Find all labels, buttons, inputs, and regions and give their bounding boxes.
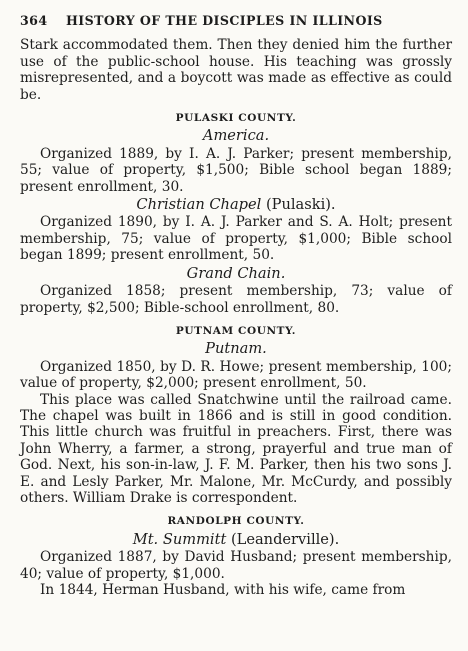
church-name: Christian Chapel — [136, 196, 262, 214]
church-heading-mt-summitt — [20, 532, 452, 548]
page-number: 364 — [20, 13, 48, 28]
church-heading-grand-chain — [20, 266, 452, 282]
running-header — [20, 13, 452, 29]
church-heading-christian-chapel — [20, 197, 452, 213]
church-entry-mt-summitt: Organized 1887, by David Husband; present membership, 40; value of property, $1,000. — [20, 549, 452, 582]
church-name: America. — [202, 127, 270, 145]
church-entry-grand-chain: Organized 1858; present membership, 73; value of property, $2,500; Bible-school enrollment, 80. — [20, 283, 452, 316]
county-heading-randolph: RANDOLPH COUNTY. — [167, 515, 305, 528]
church-name: Mt. Summitt — [132, 530, 227, 548]
opening-paragraph: Stark accommodated them. Then they denied him the further use of the public-school house. His teaching was grossly misrepresented, and a boycott was made as effective as could be. — [20, 37, 452, 103]
church-history-mt-summitt: In 1844, Herman Husband, with his wife, came from — [40, 582, 406, 598]
running-title: HISTORY OF THE DISCIPLES IN ILLINOIS — [66, 13, 383, 28]
church-entry-america: Organized 1889, by I. A. J. Parker; present membership, 55; value of property, $1,500; Bible school began 1889; present enrollment, 30. — [20, 145, 452, 195]
church-entry-putnam: Organized 1850, by D. R. Howe; present membership, 100; value of property, $2,000; present enrollment, 50. — [20, 358, 452, 392]
church-name: Putnam. — [205, 340, 267, 358]
church-location: (Pulaski). — [261, 196, 336, 214]
church-entry-christian-chapel: Organized 1890, by I. A. J. Parker and S. A. Holt; present membership, 75; value of property, $1,000; Bible school began 1899; present enrollment, 50. — [20, 214, 452, 264]
church-name: Grand Chain. — [186, 264, 286, 282]
church-location: (Leanderville). — [226, 530, 340, 548]
church-heading-america — [20, 128, 452, 144]
county-heading-putnam: PUTNAM COUNTY. — [175, 324, 297, 337]
church-heading-putnam — [20, 341, 452, 357]
church-history-putnam: This place was called Snatchwine until the railroad came. The chapel was built in 1866 and is still in good condition. This little church was fruitful in preachers. First, there was John Wherry, a farmer, a strong, prayerful and true man of God. Next, his son-in-law, J. F. M. Parker, then his two sons J. E. and Lesly Parker, Mr. Malone, Mr. McCurdy, and possibly others. William Drake is correspondent. — [20, 391, 452, 506]
county-heading-pulaski: PULASKI COUNTY. — [175, 112, 297, 125]
